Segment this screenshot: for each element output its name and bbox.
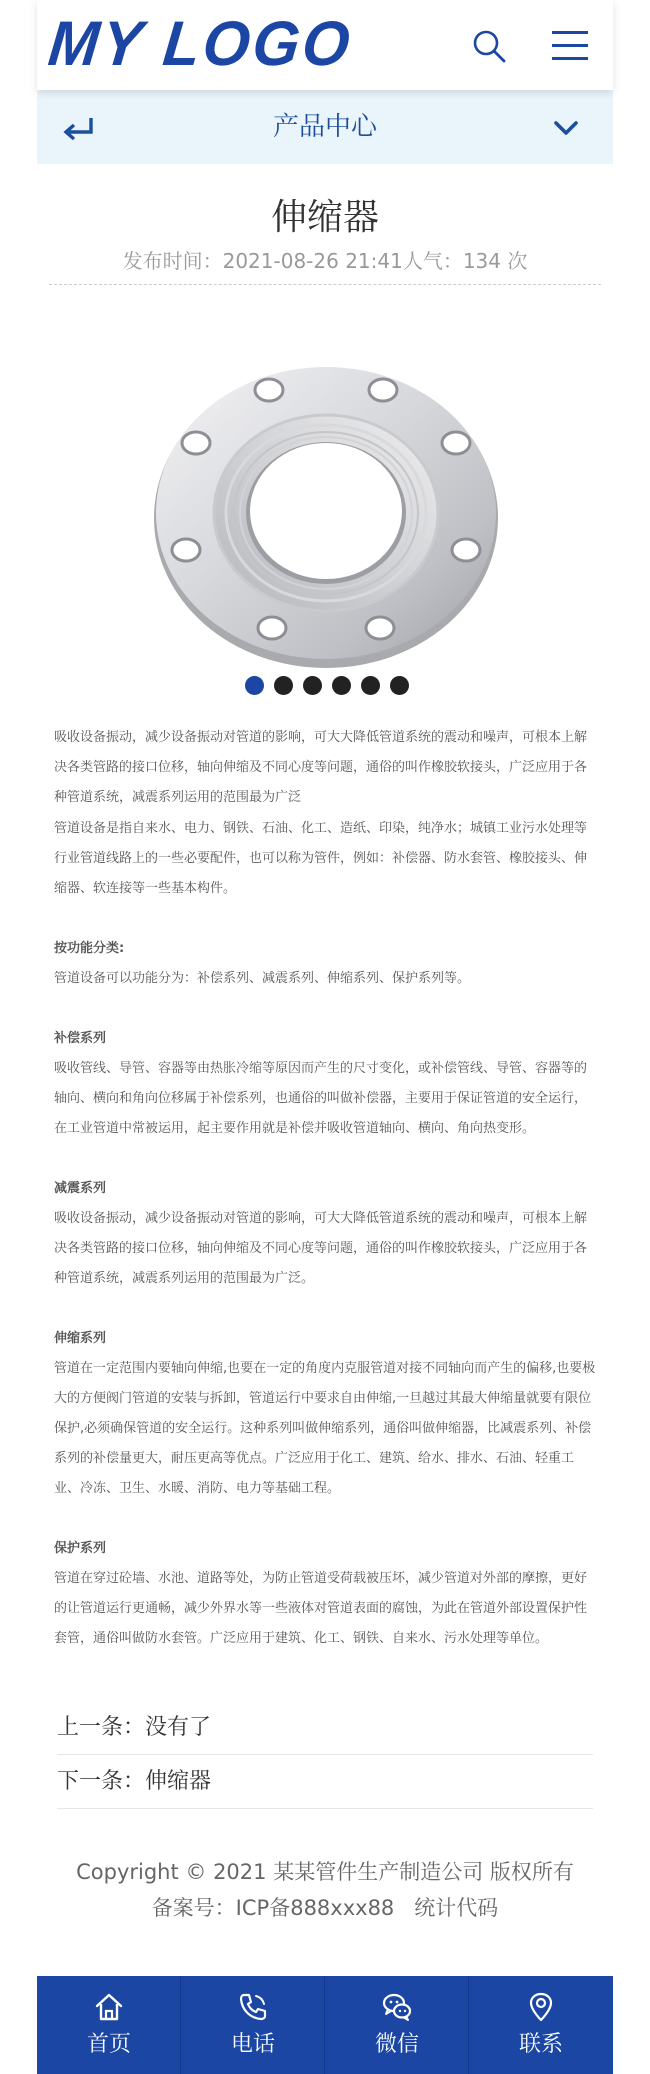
hamburger-menu-icon[interactable]: [551, 28, 589, 64]
paragraph: 管道设备是指自来水、电力、钢铁、石油、化工、造纸、印染，纯净水；城镇工业污水处理等行业管道线路上的一些必要配件，也可以称为管件，例如：补偿器、防水套管、橡胶接头、伸缩器、软连接等一些基本构件。: [54, 821, 588, 896]
carousel-dot[interactable]: [332, 676, 351, 695]
location-pin-icon: [526, 1992, 556, 2022]
paragraph: 吸收设备振动，减少设备振动对管道的影响，可大大降低管道系统的震动和噪声，可根本上解决各类管路的接口位移，轴向伸缩及不同心度等问题，通俗的叫作橡胶软接头，广泛应用于各种管道系统，减震系列运用的范围最为广泛: [54, 730, 588, 805]
phone-icon: [238, 1992, 268, 2022]
bottom-nav-home[interactable]: [37, 1976, 181, 2074]
bottom-nav: [37, 1976, 613, 2074]
wechat-icon: [382, 1992, 412, 2022]
carousel-dot[interactable]: [303, 676, 322, 695]
paragraph: 管道在穿过砼墙、水池、道路等处，为防止管道受荷载被压坏，减少管道对外部的摩擦，更好的让管道运行更通畅，减少外界水等一些液体对管道表面的腐蚀，为此在管道外部设置保护性套管，通俗叫做防水套管。广泛应用于建筑、化工、钢铁、自来水、污水处理等单位。: [54, 1571, 588, 1646]
category-title: 产品中心: [272, 112, 377, 142]
bottom-nav-label: 首页: [86, 2032, 131, 2057]
carousel-dot[interactable]: [361, 676, 380, 695]
paragraph: 吸收设备振动，减少设备振动对管道的影响，可大大降低管道系统的震动和噪声，可根本上解决各类管路的接口位移，轴向伸缩及不同心度等问题，通俗的叫作橡胶软接头，广泛应用于各种管道系统，减震系列运用的范围最为广泛。: [54, 1211, 588, 1286]
section-heading: 补偿系列: [54, 1031, 107, 1046]
article-title: 伸缩器: [270, 197, 379, 238]
footer-copyright: Copyright © 2021 某某管件生产制造公司 版权所有: [76, 1860, 574, 1884]
paragraph: 吸收管线、导管、容器等由热胀冷缩等原因而产生的尺寸变化，或补偿管线、导管、容器等的轴向、横向和角向位移属于补偿系列，也通俗的叫做补偿器，主要用于保证管道的安全运行，在工业管道中常被运用，起主要作用就是补偿并吸收管道轴向、横向、角向热变形。: [54, 1061, 588, 1136]
chevron-down-icon[interactable]: [553, 118, 579, 138]
stats-code: 统计代码: [414, 1896, 499, 1920]
carousel-dot[interactable]: [245, 676, 264, 695]
section-heading: 按功能分类:: [54, 941, 125, 956]
home-icon: [94, 1992, 124, 2022]
prev-article-link[interactable]: 上一条：没有了: [57, 1701, 593, 1755]
article-meta: 发布时间：2021-08-26 21:41人气：134 次: [122, 249, 528, 273]
bottom-nav-wechat[interactable]: [325, 1976, 469, 2074]
page: [37, 0, 613, 2074]
carousel-dot[interactable]: [274, 676, 293, 695]
next-article-link[interactable]: 下一条：伸缩器: [57, 1755, 593, 1809]
site-header: [37, 0, 613, 90]
section-heading: 减震系列: [54, 1181, 107, 1196]
section-heading: 保护系列: [54, 1541, 107, 1556]
bottom-nav-label: 电话: [230, 2032, 275, 2057]
paragraph: 管道在一定范围内要轴向伸缩,也要在一定的角度内克服管道对接不同轴向而产生的偏移,也要极大的方便阀门管道的安装与拆卸，管道运行中要求自由伸缩,一旦越过其最大伸缩量就要有限位保护,必须确保管道的安全运行。这种系列叫做伸缩系列，通俗叫做伸缩器，比减震系列、补偿系列的补偿量更大，耐压更高等优点。广泛应用于化工、建筑、给水、排水、石油、轻重工业、冷冻、卫生、水暖、消防、电力等基础工程。: [54, 1361, 596, 1496]
paragraph: 管道设备可以功能分为：补偿系列、减震系列、伸缩系列、保护系列等。: [54, 971, 471, 986]
bottom-nav-label: 微信: [374, 2032, 419, 2057]
divider: [49, 284, 601, 285]
icp-number[interactable]: 备案号：ICP备888xxx88: [151, 1896, 395, 1920]
footer-icp: [37, 1891, 613, 1925]
search-icon[interactable]: [471, 28, 507, 64]
carousel-dot[interactable]: [390, 676, 409, 695]
flange-image: [149, 360, 503, 670]
site-logo[interactable]: MY LOGO: [45, 8, 357, 79]
bottom-nav-phone[interactable]: [181, 1976, 325, 2074]
bottom-nav-contact[interactable]: [469, 1976, 613, 2074]
category-bar: [37, 90, 613, 164]
bottom-nav-label: 联系: [518, 2032, 563, 2057]
section-heading: 伸缩系列: [54, 1331, 107, 1346]
